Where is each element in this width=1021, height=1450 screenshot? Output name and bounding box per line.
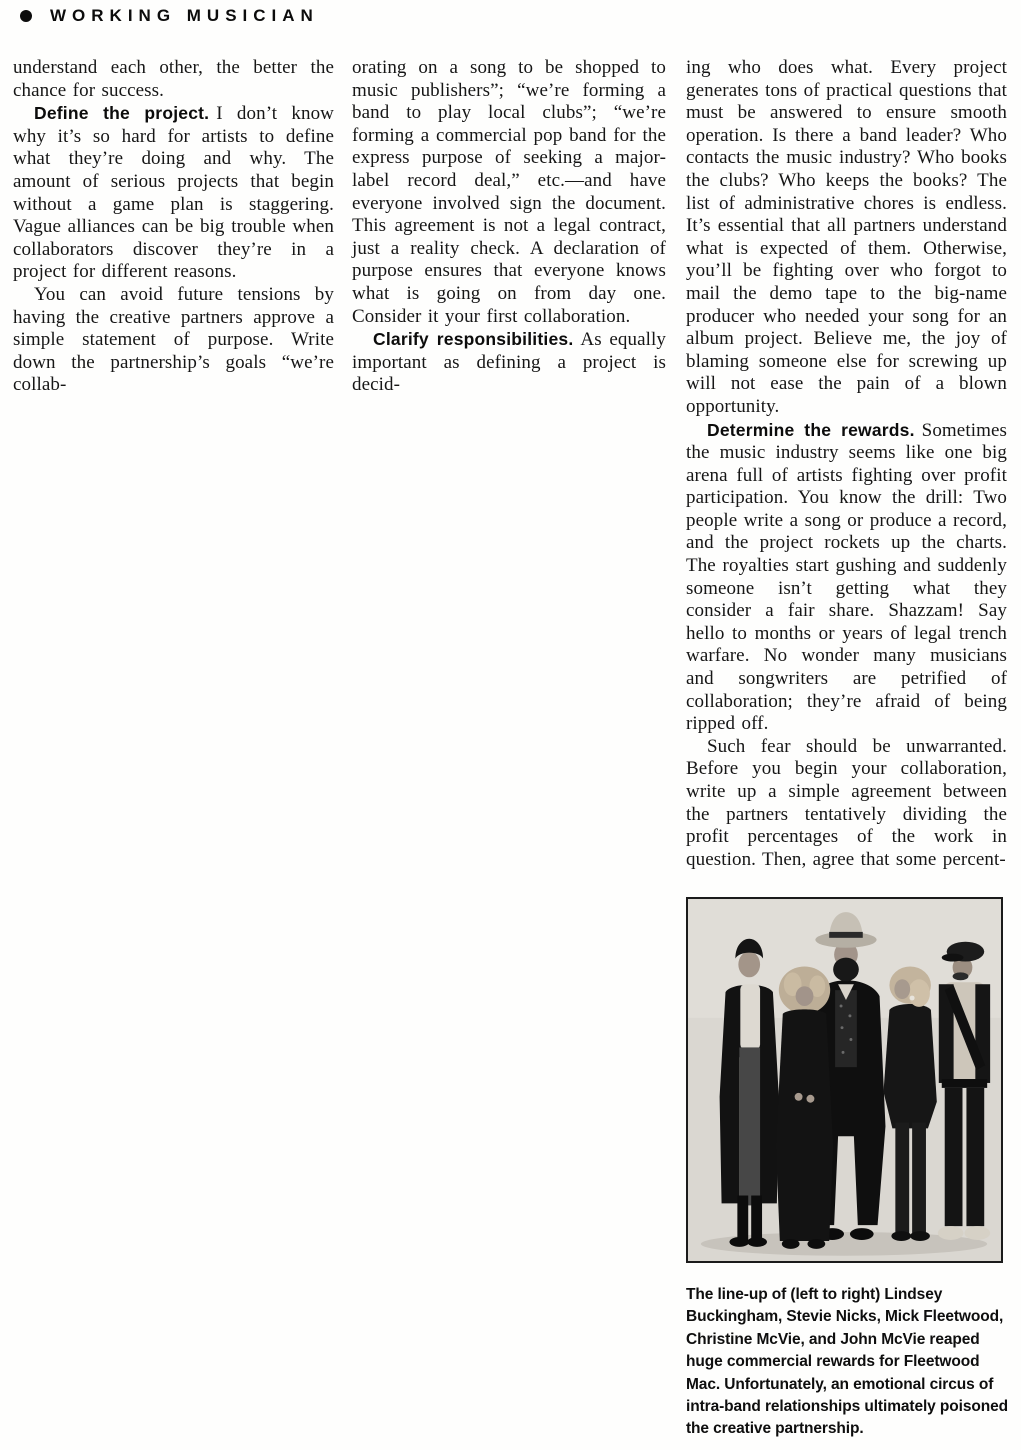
photo-caption-text: The line-up of (left to right) Lindsey Buckingham, Stevie Nicks, Mick Fleetwood, Christine McVie, and John McVie reaped huge commercial rewards for Fleetwood Mac. Unfortunately, an emotional circus of intra-band relationships ultimately poisoned the creative partnership. (686, 1286, 1009, 1438)
paragraph-text: Sometimes the music industry seems like one big arena full of artists fighting over profit participation. You know the drill: Two people write a song or produce a record, and the project rockets up the charts. The royalties start gushing and suddenly someone isn’t getting what they consider a fair share. Shazzam! Say hello to months or years of legal trench warfare. No wonder many musicians and songwriters are petrified of collaboration; they’re afraid of being ripped off. (686, 419, 1007, 735)
paragraph-text: Such fear should be unwarranted. Before you begin your collaboration, write up a simple agreement between the partners tentatively dividing the profit percentages of the work in question. Then, agree that some percent- (686, 735, 1007, 870)
paragraph-text: You can avoid future tensions by having the creative partners approve a simple statement of purpose. Write down the partnership’s goals “we’re collab- (13, 283, 334, 396)
band-photo (686, 897, 1003, 1263)
text-column-2 (352, 57, 666, 397)
paragraph-text: As equally important as defining a project is decid- (352, 329, 666, 396)
paragraph (352, 328, 666, 397)
paragraph-lead: Determine the rewards. (707, 419, 915, 440)
text-column-1 (13, 57, 334, 397)
section-kicker (20, 6, 319, 26)
paragraph (13, 57, 334, 102)
paragraph-text: orating on a song to be shopped to music publishers”; “we’re forming a band to play local clubs”; “we’re forming a commercial pop band for the express purpose of seeking a major-label record deal,” etc.—and have everyone involved sign the document. This agreement is not a legal contract, just a reality check. A declaration of purpose ensures that everyone knows what is going on from day one. Consider it your first collaboration. (352, 57, 666, 327)
band-photo-illustration (688, 899, 1001, 1261)
bullet-icon (20, 10, 32, 22)
paragraph-lead: Define the project. (34, 103, 210, 124)
paragraph-lead: Clarify responsibilities. (373, 329, 574, 350)
text-column-3 (686, 57, 1007, 871)
section-title: WORKING MUSICIAN (50, 6, 319, 25)
paragraph-text: understand each other, the better the chance for success. (13, 57, 334, 101)
paragraph (686, 57, 1007, 419)
paragraph (686, 419, 1007, 736)
paragraph (13, 284, 334, 397)
paragraph-text: ing who does what. Every project generates tons of practical questions that must be answered to ensure smooth operation. Is there a band leader? Who contacts the music industry? Who books the clubs? Who keeps the books? The list of administrative chores is endless. It’s essential that all partners understand what is expected of them. Otherwise, you’ll be fighting over who forgot to mail the demo tape to the big-name producer who needed your song for an album project. Believe me, the joy of blaming someone else for screwing up will not ease the pain of a blown opportunity. (686, 57, 1007, 417)
paragraph-text: I don’t know why it’s so hard for artists to define what they’re doing and why. The amount of serious projects that begin without a game plan is staggering. Vague alliances can be big trouble when collaborators discover they’re in a project for different reasons. (13, 103, 335, 283)
paragraph (13, 102, 334, 284)
paragraph (352, 57, 666, 328)
photo-caption (686, 1284, 1008, 1441)
paragraph (686, 736, 1007, 872)
